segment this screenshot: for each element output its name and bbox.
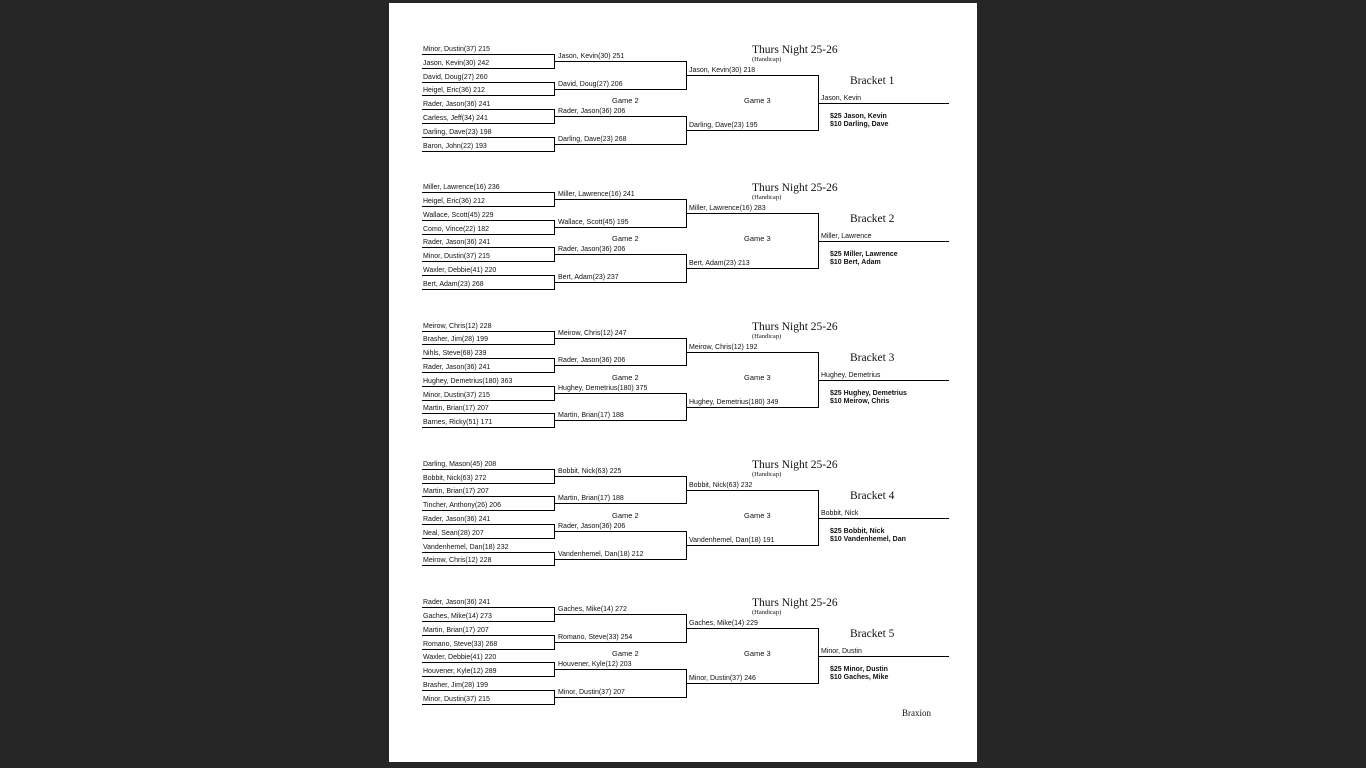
round3-line (686, 628, 818, 629)
round1-entry: Waxler, Debbie(41) 220 (423, 654, 497, 662)
round1-entry: Neal, Sean(28) 207 (423, 529, 484, 537)
round1-entry: Heigel, Eric(36) 212 (423, 87, 485, 95)
round3-line (686, 545, 818, 546)
game2-label: Game 2 (612, 372, 639, 382)
round2-line (554, 531, 686, 532)
bracket-1 (389, 44, 977, 179)
winner-name: Minor, Dustin (821, 648, 862, 656)
game2-label: Game 2 (612, 649, 639, 659)
round2-line (554, 61, 686, 62)
round1-line (422, 469, 554, 470)
round2-entry: Hughey, Demetrius(180) 375 (558, 384, 648, 392)
round1-line (422, 192, 554, 193)
round1-entry: Minor, Dustin(37) 215 (423, 391, 490, 399)
round1-entry: Martin, Brian(17) 207 (423, 405, 489, 413)
round2-line (554, 89, 686, 90)
round1-entry: Brasher, Jim(28) 199 (423, 336, 488, 344)
round2-line (554, 116, 686, 117)
round1-line (422, 54, 554, 55)
round2-line (554, 420, 686, 421)
round1-entry: Houvener, Kyle(12) 289 (423, 668, 497, 676)
bracket-name: Bracket 3 (850, 351, 895, 364)
round1-entry: Martin, Brian(17) 207 (423, 626, 489, 634)
round1-line (422, 123, 554, 124)
round2-entry: Wallace, Scott(45) 195 (558, 218, 629, 226)
round1-entry: Miller, Lawrence(16) 236 (423, 184, 500, 192)
round2-line (554, 338, 686, 339)
round1-entry: Gaches, Mike(14) 273 (423, 612, 492, 620)
round1-entry: Darling, Mason(45) 208 (423, 460, 497, 468)
bracket-title: Thurs Night 25-26 (752, 320, 838, 333)
bracket-title: Thurs Night 25-26 (752, 597, 838, 610)
round1-line (422, 496, 554, 497)
prize-second: $10 Bert, Adam (830, 259, 881, 267)
round1-entry: Rader, Jason(36) 241 (423, 363, 491, 371)
round2-line (554, 227, 686, 228)
round3-entry: Jason, Kevin(30) 218 (689, 67, 756, 74)
round1-line (422, 386, 554, 387)
round1-line (422, 538, 554, 539)
winner-name: Hughey, Demetrius (821, 371, 881, 379)
round3-line (686, 268, 818, 269)
round1-entry: Nihls, Steve(68) 239 (423, 350, 487, 358)
round3-line (686, 130, 818, 131)
round1-line (422, 234, 554, 235)
round1-line (422, 206, 554, 207)
round3-entry: Gaches, Mike(14) 229 (689, 620, 758, 628)
round1-line (422, 82, 554, 83)
document-page (389, 3, 977, 762)
round2-entry: Gaches, Mike(14) 272 (558, 606, 627, 614)
round1-entry: Meirow, Chris(12) 228 (423, 557, 492, 565)
round1-entry: Baron, John(22) 193 (423, 142, 487, 150)
round1-line (422, 137, 554, 138)
round1-entry: Como, Vince(22) 182 (423, 225, 490, 233)
round1-entry: Waxler, Debbie(41) 220 (423, 267, 497, 275)
bracket-4 (389, 459, 977, 594)
round2-line (554, 559, 686, 560)
round2-line (554, 697, 686, 698)
round1-entry: Wallace, Scott(45) 229 (423, 211, 494, 219)
round2-entry: Rader, Jason(36) 206 (558, 108, 626, 116)
round2-line (554, 282, 686, 283)
round3-line (686, 213, 818, 214)
round1-line (422, 621, 554, 622)
round2-line (554, 614, 686, 615)
round1-entry: Rader, Jason(36) 241 (423, 516, 491, 524)
round2-entry: David, Doug(27) 206 (558, 80, 623, 88)
bracket-subtitle: (Handicap) (752, 194, 782, 202)
round1-line (422, 151, 554, 152)
round1-entry: Vandenhemel, Dan(18) 232 (423, 543, 509, 551)
round1-line (422, 400, 554, 401)
round3-entry: Vandenhemel, Dan(18) 191 (689, 536, 775, 544)
game2-label: Game 2 (612, 234, 639, 244)
round2-line (554, 254, 686, 255)
brackets-container (389, 3, 977, 762)
round1-line (422, 261, 554, 262)
round2-entry: Jason, Kevin(30) 251 (558, 53, 625, 60)
round1-line (422, 704, 554, 705)
round1-line (422, 344, 554, 345)
prize-first: $25 Minor, Dustin (830, 666, 888, 674)
prize-first: $25 Miller, Lawrence (830, 251, 898, 259)
prize-second: $10 Darling, Dave (830, 121, 889, 128)
bracket-subtitle: (Handicap) (752, 609, 782, 617)
round1-line (422, 372, 554, 373)
round1-entry: Rader, Jason(36) 241 (423, 101, 491, 109)
round3-entry: Miller, Lawrence(16) 283 (689, 205, 766, 213)
prize-second: $10 Meirow, Chris (830, 397, 890, 405)
round1-entry: Barnes, Ricky(51) 171 (423, 419, 493, 427)
bracket-name: Bracket 5 (850, 628, 895, 641)
footer-signature: Braxion (902, 708, 931, 718)
round1-line (422, 649, 554, 650)
round1-entry: David, Doug(27) 260 (423, 73, 488, 81)
round2-entry: Rader, Jason(36) 206 (558, 357, 626, 365)
round1-entry: Hughey, Demetrius(180) 363 (423, 377, 513, 385)
round2-line (554, 476, 686, 477)
round3-entry: Hughey, Demetrius(180) 349 (689, 398, 779, 406)
final-line (818, 241, 949, 242)
game3-label: Game 3 (744, 96, 771, 105)
round1-entry: Rader, Jason(36) 241 (423, 599, 491, 607)
prize-first: $25 Jason, Kevin (830, 113, 887, 120)
game2-label: Game 2 (612, 96, 639, 105)
game3-label: Game 3 (744, 649, 771, 659)
round1-entry: Minor, Dustin(37) 215 (423, 46, 490, 53)
bracket-name: Bracket 2 (850, 213, 895, 226)
round1-entry: Jason, Kevin(30) 242 (423, 59, 490, 67)
round1-line (422, 220, 554, 221)
game3-label: Game 3 (744, 510, 771, 520)
round3-line (686, 75, 818, 76)
round1-line (422, 552, 554, 553)
bracket-name: Bracket 1 (850, 75, 895, 87)
winner-name: Miller, Lawrence (821, 233, 872, 241)
round3-line (686, 683, 818, 684)
round3-entry: Bobbit, Nick(63) 232 (689, 481, 753, 489)
round1-line (422, 607, 554, 608)
round2-entry: Darling, Dave(23) 268 (558, 135, 627, 143)
round1-line (422, 662, 554, 663)
round1-line (422, 565, 554, 566)
round1-line (422, 427, 554, 428)
round2-entry: Vandenhemel, Dan(18) 212 (558, 550, 644, 558)
winner-name: Jason, Kevin (821, 95, 862, 102)
final-line (818, 103, 949, 104)
round1-entry: Brasher, Jim(28) 199 (423, 681, 488, 689)
round2-line (554, 393, 686, 394)
round1-line (422, 635, 554, 636)
game3-label: Game 3 (744, 234, 771, 244)
round1-line (422, 483, 554, 484)
round1-entry: Romano, Steve(33) 268 (423, 640, 498, 648)
prize-first: $25 Bobbit, Nick (830, 527, 885, 535)
game2-label: Game 2 (612, 510, 639, 520)
round2-entry: Martin, Brian(17) 188 (558, 412, 624, 420)
round1-line (422, 247, 554, 248)
round2-entry: Meirow, Chris(12) 247 (558, 329, 627, 337)
prize-second: $10 Vandenhemel, Dan (830, 535, 906, 543)
round1-line (422, 95, 554, 96)
round3-entry: Darling, Dave(23) 195 (689, 122, 758, 129)
prize-second: $10 Gaches, Mike (830, 674, 889, 682)
bracket-title: Thurs Night 25-26 (752, 458, 838, 471)
final-line (818, 380, 949, 381)
bracket-name: Bracket 4 (850, 489, 895, 502)
round1-line (422, 676, 554, 677)
round1-line (422, 331, 554, 332)
round1-entry: Bobbit, Nick(63) 272 (423, 474, 487, 482)
round3-entry: Minor, Dustin(37) 246 (689, 675, 756, 683)
round1-entry: Carless, Jeff(34) 241 (423, 115, 488, 122)
final-line (818, 518, 949, 519)
round1-line (422, 275, 554, 276)
round1-entry: Tincher, Anthony(26) 206 (423, 502, 501, 510)
round1-entry: Darling, Dave(23) 198 (423, 128, 492, 136)
winner-name: Bobbit, Nick (821, 509, 859, 517)
bracket-2 (389, 182, 977, 317)
bracket-subtitle: (Handicap) (752, 470, 782, 478)
bracket-title: Thurs Night 25-26 (752, 44, 838, 56)
round1-line (422, 524, 554, 525)
bracket-3 (389, 321, 977, 456)
round2-entry: Romano, Steve(33) 254 (558, 633, 633, 641)
round1-entry: Meirow, Chris(12) 228 (423, 322, 492, 330)
game3-label: Game 3 (744, 372, 771, 382)
round2-entry: Rader, Jason(36) 206 (558, 246, 626, 254)
round2-entry: Miller, Lawrence(16) 241 (558, 191, 635, 199)
round3-entry: Meirow, Chris(12) 192 (689, 343, 758, 351)
round1-line (422, 109, 554, 110)
round2-entry: Bobbit, Nick(63) 225 (558, 467, 622, 475)
bracket-subtitle: (Handicap) (752, 56, 782, 63)
round1-line (422, 413, 554, 414)
round2-line (554, 365, 686, 366)
round1-entry: Heigel, Eric(36) 212 (423, 198, 485, 206)
round1-entry: Minor, Dustin(37) 215 (423, 695, 490, 703)
round2-line (554, 144, 686, 145)
round2-line (554, 503, 686, 504)
round3-entry: Bert, Adam(23) 213 (689, 260, 750, 268)
round1-line (422, 510, 554, 511)
round1-entry: Bert, Adam(23) 268 (423, 280, 484, 288)
round2-line (554, 199, 686, 200)
bracket-5 (389, 597, 977, 732)
round1-entry: Rader, Jason(36) 241 (423, 239, 491, 247)
round1-line (422, 358, 554, 359)
round3-line (686, 352, 818, 353)
round1-line (422, 289, 554, 290)
round2-entry: Martin, Brian(17) 188 (558, 495, 624, 503)
round2-entry: Rader, Jason(36) 206 (558, 523, 626, 531)
round1-line (422, 68, 554, 69)
round2-entry: Houvener, Kyle(12) 203 (558, 661, 632, 669)
round2-entry: Bert, Adam(23) 237 (558, 274, 619, 282)
round3-line (686, 490, 818, 491)
round3-line (686, 407, 818, 408)
bracket-title: Thurs Night 25-26 (752, 182, 838, 195)
round1-line (422, 690, 554, 691)
final-line (818, 656, 949, 657)
round2-line (554, 669, 686, 670)
bracket-subtitle: (Handicap) (752, 332, 782, 340)
prize-first: $25 Hughey, Demetrius (830, 389, 907, 397)
round1-entry: Minor, Dustin(37) 215 (423, 253, 490, 261)
round2-entry: Minor, Dustin(37) 207 (558, 688, 625, 696)
round1-entry: Martin, Brian(17) 207 (423, 488, 489, 496)
round2-line (554, 642, 686, 643)
